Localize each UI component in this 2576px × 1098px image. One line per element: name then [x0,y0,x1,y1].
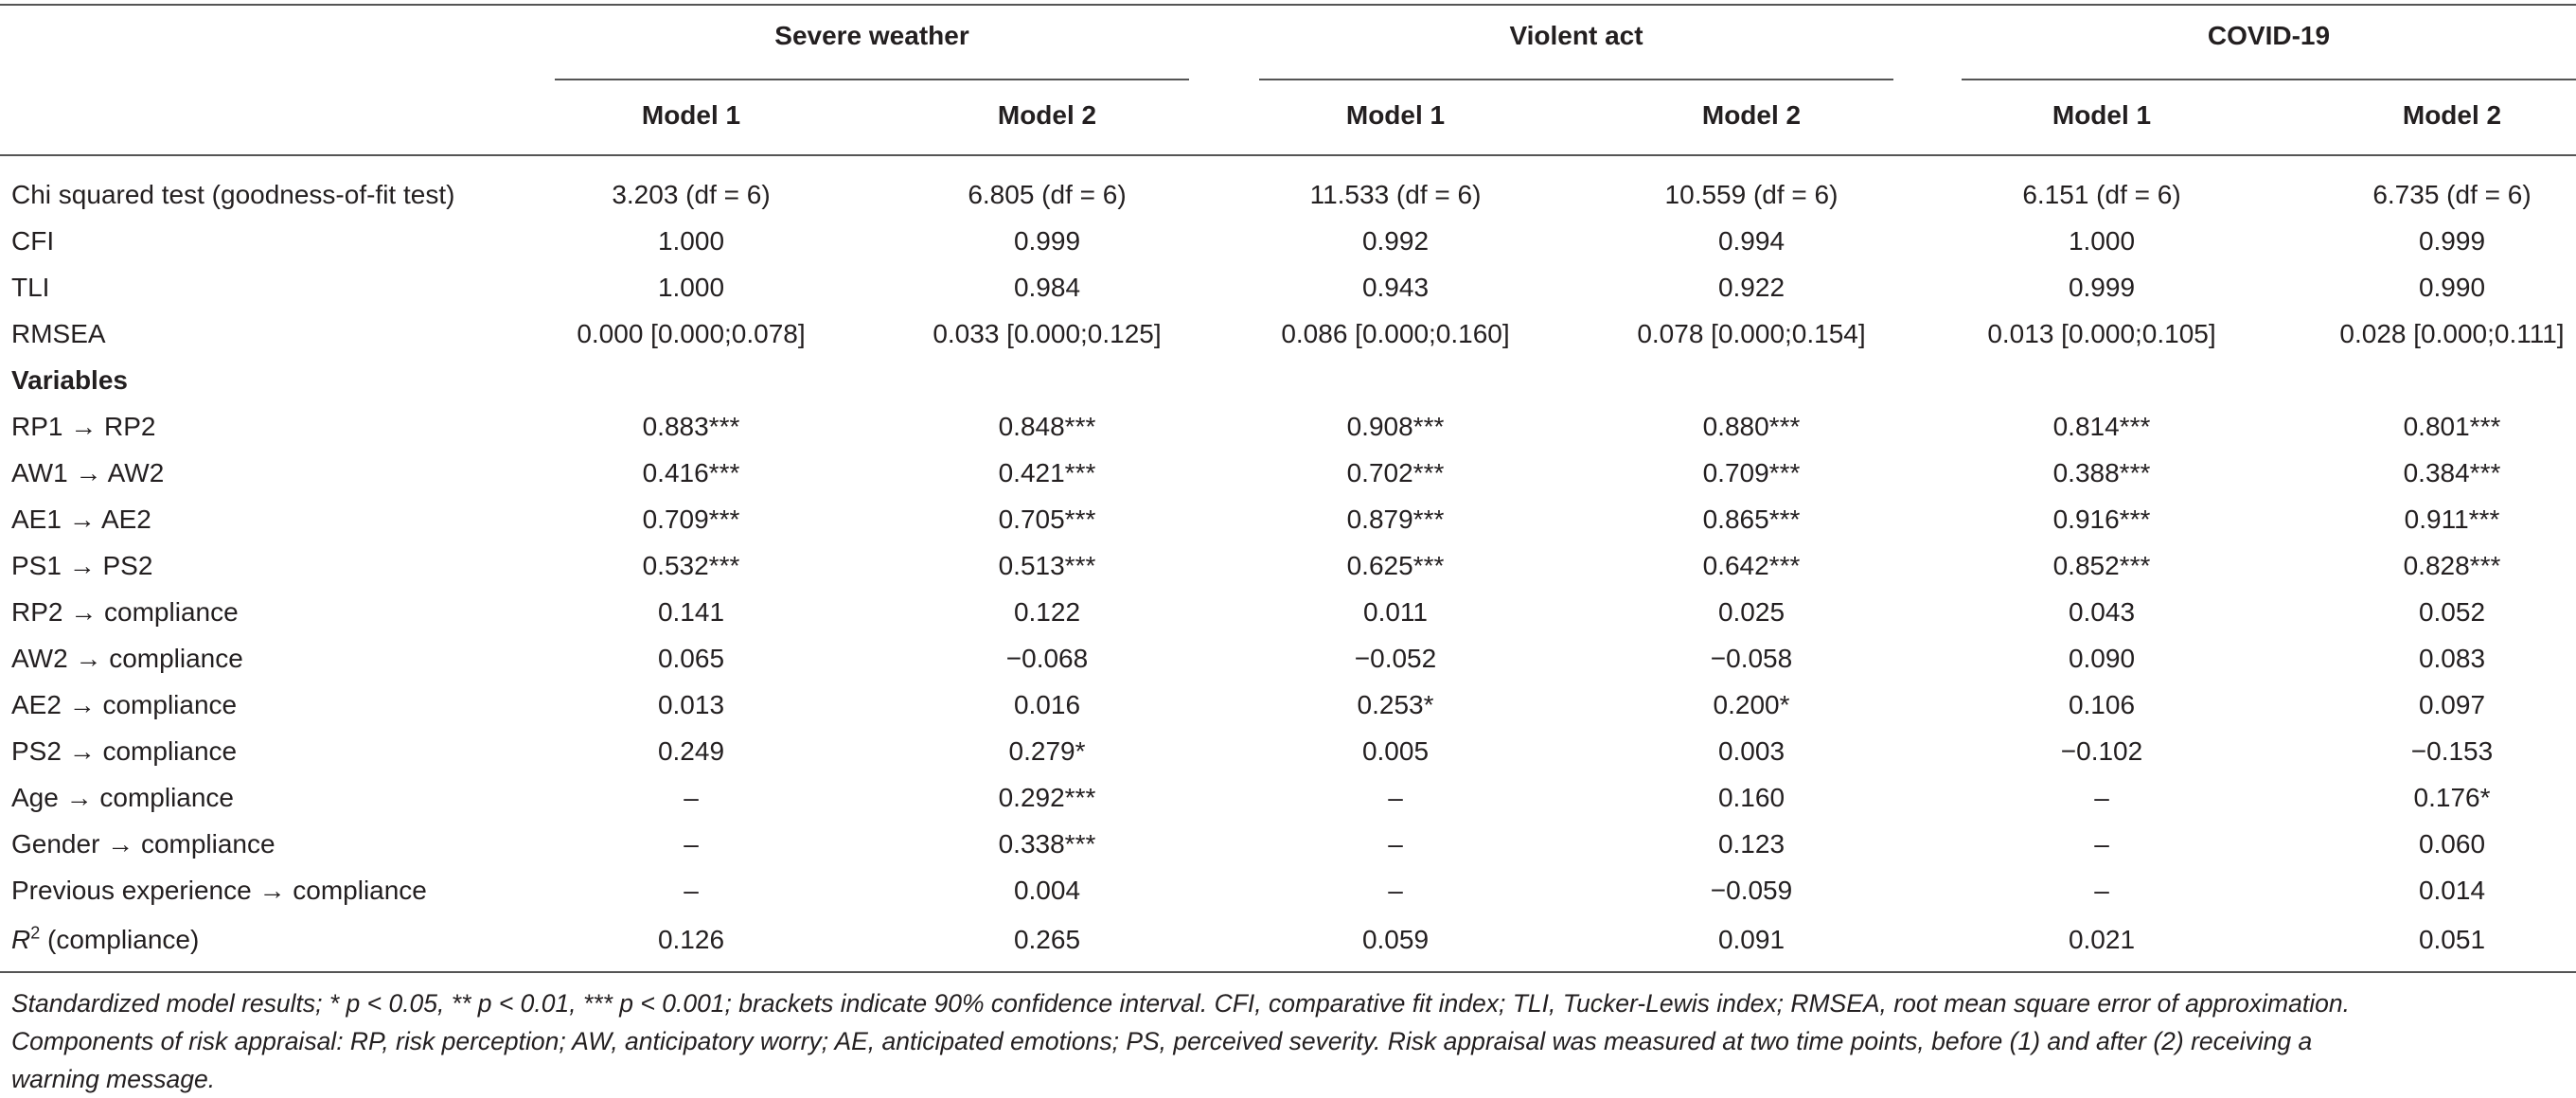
model-header: Model 1 [1345,100,1446,130]
table-cell: 6.151 (df = 6) [2022,180,2181,209]
table-row [0,821,2576,867]
table-cell: 0.123 [1717,829,1785,859]
group-header-violent-act: Violent act [1509,21,1643,50]
table-cell: – [1388,829,1403,859]
table-cell: 0.013 [0.000;0.105] [1987,319,2216,348]
table-row [0,403,2576,450]
table-cell: 0.059 [1361,925,1430,954]
table-cell: 0.051 [2418,925,2486,954]
model-header: Model 2 [1701,100,1802,130]
model-header: Model 1 [641,100,741,130]
model-header: Model 2 [997,100,1097,130]
table-cell: 0.532*** [642,551,740,580]
row-label: Age → compliance [11,783,235,812]
table-cell: 0.999 [2068,273,2136,302]
table-cell: 6.805 (df = 6) [968,180,1127,209]
table-cell: 0.011 [1363,597,1428,627]
table-cell: – [1388,783,1403,812]
table-cell: 0.943 [1361,273,1430,302]
table-cell: 0.014 [2418,876,2486,905]
table-cell: – [2094,876,2109,905]
row-label: AE1 → AE2 [11,505,151,534]
table-cell: −0.059 [1710,876,1793,905]
table-cell: 0.097 [2418,690,2486,719]
table-cell: 0.083 [2418,644,2486,673]
group-header-covid-19: COVID-19 [2207,21,2331,50]
table-row-cfi [0,218,2576,264]
model-header: Model 2 [2402,100,2502,130]
table-cell: 0.916*** [2052,505,2151,534]
r-superscript: 2 [30,923,41,943]
table-cell: 1.000 [657,273,725,302]
table-cell: 0.883*** [642,412,740,441]
table-row [0,496,2576,542]
section-row-variables [0,357,2576,403]
table-cell: 0.852*** [2052,551,2151,580]
footnote-line: warning message. [11,1065,216,1093]
table-cell: 0.513*** [998,551,1096,580]
table-cell: 0.705*** [998,505,1096,534]
table-cell: – [684,783,699,812]
table-row [0,682,2576,728]
table-cell: 0.052 [2418,597,2486,627]
table-cell: 0.999 [2418,226,2486,256]
row-label: TLI [11,273,50,302]
table-cell: 0.709*** [1702,458,1801,487]
table-cell: 0.106 [2068,690,2136,719]
table-cell: −0.052 [1354,644,1437,673]
table-cell: 0.033 [0.000;0.125] [933,319,1162,348]
table-cell: 0.000 [0.000;0.078] [577,319,806,348]
table-cell: 0.086 [0.000;0.160] [1281,319,1510,348]
table-cell: 0.642*** [1702,551,1801,580]
group-rule-severe-weather [555,79,1189,80]
table-cell: 0.911*** [2404,505,2500,534]
table-cell: 0.992 [1361,226,1430,256]
table-cell: 0.013 [657,690,725,719]
row-label: AW2 → compliance [11,644,243,673]
header-bottom-rule [0,154,2576,156]
table-cell: 11.533 (df = 6) [1309,180,1482,209]
table-cell: 0.625*** [1346,551,1445,580]
group-rule-violent-act [1259,79,1893,80]
table-cell: 0.160 [1717,783,1785,812]
row-label: RP2 → compliance [11,597,239,627]
table-cell: 0.065 [657,644,725,673]
table-cell: 0.384*** [2403,458,2501,487]
table-cell: 0.200* [1713,690,1790,719]
table-cell: 0.078 [0.000;0.154] [1637,319,1866,348]
table-cell: 0.999 [1013,226,1081,256]
group-rule-covid-19 [1962,79,2576,80]
table-cell: 0.880*** [1702,412,1801,441]
table-cell: – [2094,783,2109,812]
row-label: PS2 → compliance [11,736,238,766]
table-cell: 0.702*** [1346,458,1445,487]
table-cell: 0.016 [1013,690,1081,719]
table-cell: 0.922 [1717,273,1785,302]
table-row-rmsea [0,310,2576,357]
table-row [0,450,2576,496]
table-cell: 0.279* [1008,736,1086,766]
r-label-rest: (compliance) [40,925,200,954]
row-label [11,916,199,963]
table-cell: 0.990 [2418,273,2486,302]
table-cell: 0.122 [1013,597,1081,627]
table-cell: 0.292*** [998,783,1096,812]
table-cell: 0.021 [2068,925,2136,954]
table-cell: 0.003 [1717,736,1785,766]
table-cell: 0.848*** [998,412,1096,441]
row-label: AE2 → compliance [11,690,238,719]
table-cell: 0.416*** [642,458,740,487]
row-label: Chi squared test (goodness-of-fit test) [11,180,455,209]
table-cell: 0.265 [1013,925,1081,954]
table-row-r-squared [0,916,2576,963]
table-cell: −0.153 [2410,736,2494,766]
r-symbol: R [11,925,31,954]
group-header-severe-weather: Severe weather [774,21,969,50]
table-cell: 0.338*** [998,829,1096,859]
row-label: PS1 → PS2 [11,551,153,580]
table-cell: 0.388*** [2052,458,2151,487]
row-label: RP1 → RP2 [11,412,156,441]
table-cell: 0.141 [657,597,725,627]
table-cell: 0.043 [2068,597,2136,627]
footnote-line: Standardized model results; * p < 0.05, ** p < 0.01, *** p < 0.001; brackets indicate 90% confidence interval. CFI, comparative fit index; TLI, Tucker-Lewis index; RMSEA, root mean square error of approximation. [11,989,2350,1018]
table-cell: 1.000 [657,226,725,256]
table-cell: – [684,876,699,905]
table-cell: 0.709*** [642,505,740,534]
table-row-tli [0,264,2576,310]
table-cell: 10.559 (df = 6) [1664,180,1839,209]
table-cell: 0.090 [2068,644,2136,673]
table-cell: 0.828*** [2403,551,2501,580]
table-row [0,774,2576,821]
table-cell: – [684,829,699,859]
footnote-line: Components of risk appraisal: RP, risk perception; AW, anticipatory worry; AE, anticipated emotions; PS, perceived severity. Risk appraisal was measured at two time points, before (1) and after (2) receiving a [11,1027,2313,1055]
table-cell: 0.253* [1357,690,1434,719]
table-row [0,635,2576,682]
table-cell: 0.994 [1717,226,1785,256]
table-row [0,589,2576,635]
table-row [0,728,2576,774]
table-cell: 0.814*** [2052,412,2151,441]
table-cell: 3.203 (df = 6) [612,180,771,209]
table-cell: 1.000 [2068,226,2136,256]
table-cell: 0.176* [2413,783,2491,812]
table-cell: – [1388,876,1403,905]
table-cell: 0.421*** [998,458,1096,487]
row-label: AW1 → AW2 [11,458,165,487]
table-cell: −0.068 [1005,644,1089,673]
table-cell: 0.004 [1013,876,1081,905]
table-cell: 0.879*** [1346,505,1445,534]
table-cell: 0.908*** [1346,412,1445,441]
table-cell: 0.865*** [1702,505,1801,534]
table-cell: – [2094,829,2109,859]
row-label: RMSEA [11,319,106,348]
table-cell: 0.060 [2418,829,2486,859]
table-cell: 0.249 [657,736,725,766]
table-cell: 0.091 [1717,925,1785,954]
table-top-rule [0,4,2576,6]
table-cell: 0.801*** [2403,412,2501,441]
table-cell: 0.126 [657,925,725,954]
table-row-chi-squared [0,171,2576,218]
table-row [0,867,2576,913]
row-label: CFI [11,226,55,256]
model-header: Model 1 [2052,100,2152,130]
section-label: Variables [11,365,128,395]
table-cell: −0.058 [1710,644,1793,673]
table-footnote [11,984,2567,1098]
table-cell: 0.028 [0.000;0.111] [2339,319,2565,348]
table-cell: 0.005 [1361,736,1430,766]
row-label: Previous experience → compliance [11,876,427,905]
table-cell: 0.025 [1717,597,1785,627]
table-bottom-rule [0,971,2576,973]
row-label: Gender → compliance [11,829,275,859]
table-cell: 6.735 (df = 6) [2372,180,2532,209]
table-cell: 0.984 [1013,273,1081,302]
table-row [0,542,2576,589]
table-cell: −0.102 [2060,736,2143,766]
